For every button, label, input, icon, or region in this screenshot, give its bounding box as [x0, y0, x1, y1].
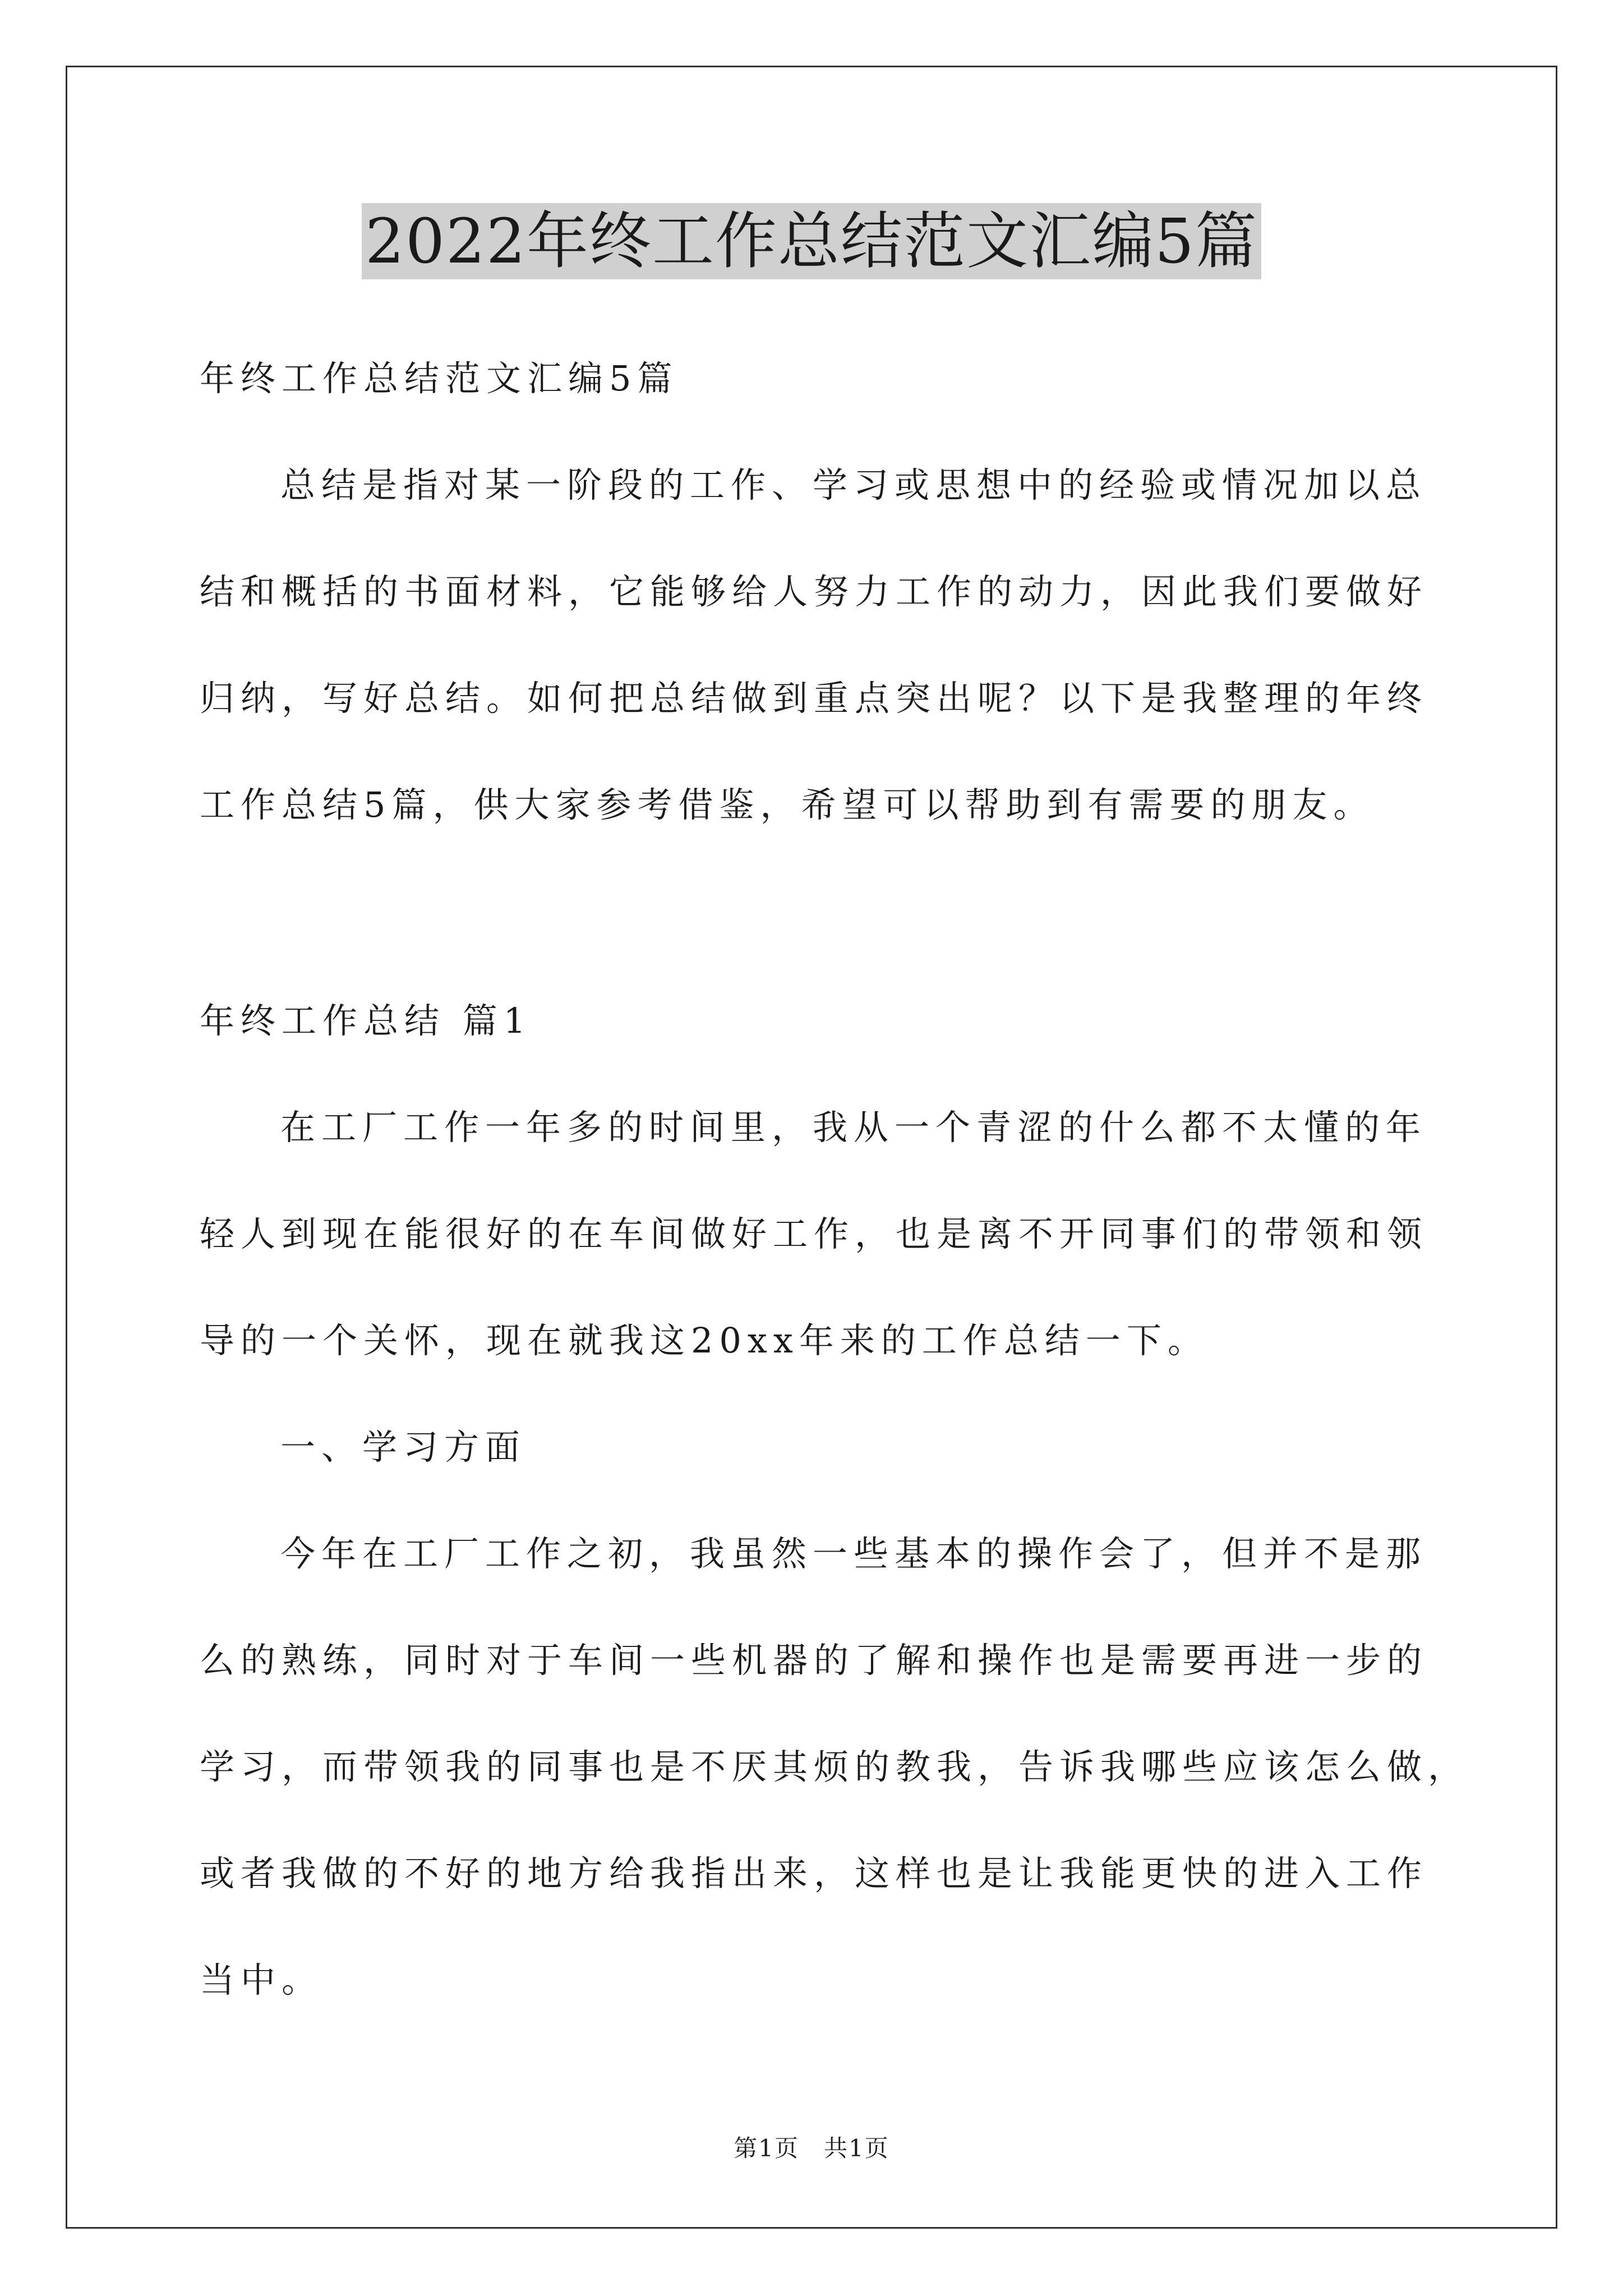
para2-line-3: 学习，而带领我的同事也是不厌其烦的教我，告诉我哪些应该怎么做， — [200, 1746, 1469, 1787]
intro-line-2: 结和概括的书面材料，它能够给人努力工作的动力，因此我们要做好 — [200, 571, 1428, 612]
subtitle: 年终工作总结范文汇编5篇 — [200, 358, 679, 399]
document-title-text: 2022年终工作总结范文汇编5篇 — [362, 203, 1261, 279]
intro-line-4: 工作总结5篇，供大家参考借鉴，希望可以帮助到有需要的朋友。 — [200, 784, 1375, 825]
para1-line-1: 在工厂工作一年多的时间里，我从一个青涩的什么都不太懂的年 — [280, 1107, 1427, 1148]
intro-line-3: 归纳，写好总结。如何把总结做到重点突出呢？以下是我整理的年终 — [200, 678, 1428, 719]
document-title — [0, 202, 1623, 280]
para1-line-3: 导的一个关怀，现在就我这20xx年来的工作总结一下。 — [200, 1320, 1209, 1361]
subheading-study: 一、学习方面 — [280, 1427, 527, 1467]
para2-line-5: 当中。 — [200, 1959, 323, 2000]
intro-line-1: 总结是指对某一阶段的工作、学习或思想中的经验或情况加以总 — [280, 464, 1427, 505]
para2-line-2: 么的熟练，同时对于车间一些机器的了解和操作也是需要再进一步的 — [200, 1640, 1428, 1681]
page-footer: 第1页 共1页 — [734, 2134, 889, 2162]
para2-line-1: 今年在工厂工作之初，我虽然一些基本的操作会了，但并不是那 — [280, 1533, 1427, 1574]
para2-line-4: 或者我做的不好的地方给我指出来，这样也是让我能更快的进入工作 — [200, 1853, 1428, 1894]
section-heading: 年终工作总结 篇1 — [200, 1000, 532, 1041]
para1-line-2: 轻人到现在能很好的在车间做好工作，也是离不开同事们的带领和领 — [200, 1213, 1428, 1254]
